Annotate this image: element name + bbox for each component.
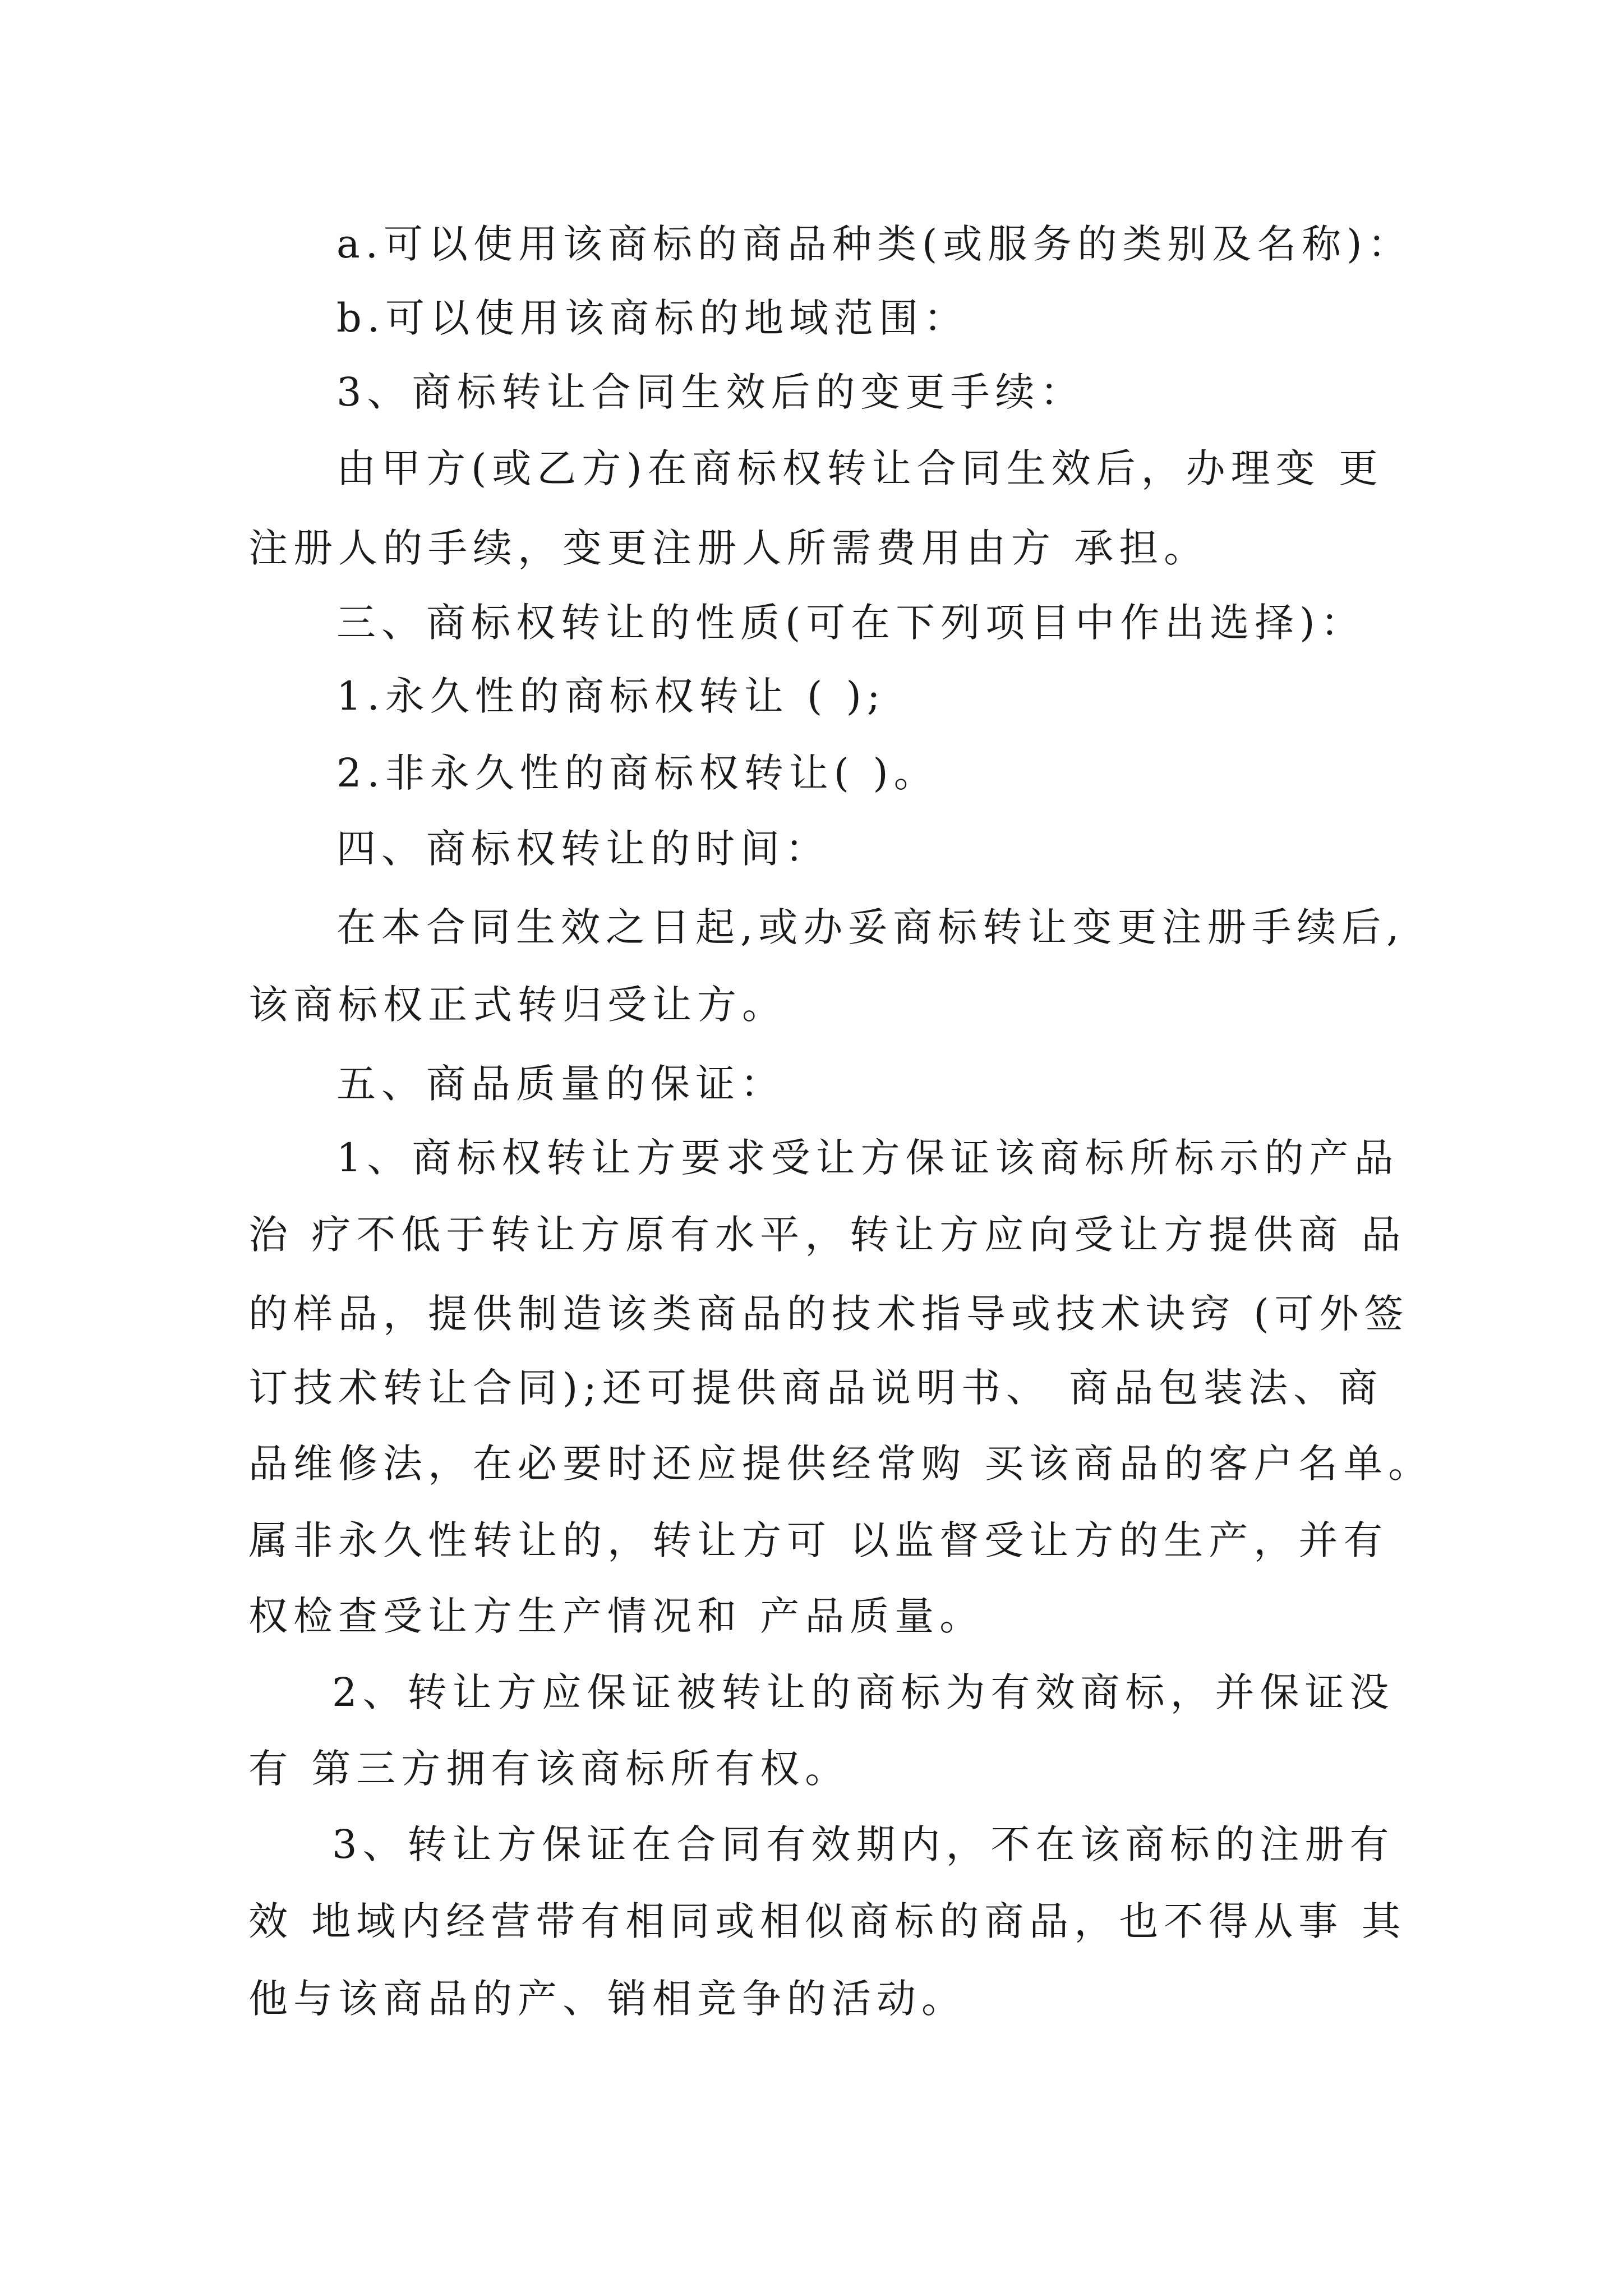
text-line-10: 在本合同生效之日起,或办妥商标转让变更注册手续后, [336, 904, 1405, 950]
text-line-13: 1、商标权转让方要求受让方保证该商标所标示的产品 [336, 1135, 1399, 1181]
text-line-23: 效 地域内经营带有相同或相似商标的商品，也不得从事 其 [248, 1898, 1407, 1944]
text-line-19: 权检查受让方生产情况和 产品质量。 [248, 1593, 985, 1639]
text-line-2: b.可以使用该商标的地域范围： [336, 295, 969, 341]
text-line-5: 注册人的手续，变更注册人所需费用由方 承担。 [248, 525, 1209, 571]
text-line-6: 三、商标权转让的性质(可在下列项目中作出选择)： [336, 600, 1366, 646]
text-line-15: 的样品，提供制造该类商品的技术指导或技术诀窍 (可外签 [248, 1291, 1409, 1337]
text-line-4: 由甲方(或乙方)在商标权转让合同生效后，办理变 更 [336, 445, 1384, 491]
text-line-18: 属非永久性转让的，转让方可 以监督受让方的生产，并有 [248, 1517, 1389, 1563]
text-line-14: 治 疗不低于转让方原有水平，转让方应向受让方提供商 品 [248, 1212, 1407, 1258]
text-line-11: 该商标权正式转归受让方。 [248, 982, 787, 1028]
text-line-8: 2.非永久性的商标权转让( )。 [336, 750, 939, 796]
text-line-1: a.可以使用该商标的商品种类(或服务的类别及名称)： [336, 221, 1413, 267]
text-line-21: 有 第三方拥有该商标所有权。 [248, 1746, 850, 1792]
text-line-7: 1.永久性的商标权转让 ( ); [336, 673, 886, 719]
text-line-24: 他与该商品的产、销相竞争的活动。 [248, 1976, 966, 2022]
text-line-3: 3、商标转让合同生效后的变更手续： [336, 369, 1085, 415]
text-line-17: 品维修法，在必要时还应提供经常购 买该商品的客户名单。 [248, 1441, 1433, 1487]
text-line-16: 订技术转让合同);还可提供商品说明书、 商品包装法、商 [248, 1365, 1384, 1411]
text-line-22: 3、转让方保证在合同有效期内，不在该商标的注册有 [332, 1821, 1395, 1867]
text-line-12: 五、商品质量的保证： [336, 1061, 785, 1107]
text-line-9: 四、商标权转让的时间： [336, 826, 830, 872]
text-line-20: 2、转让方应保证被转让的商标为有效商标，并保证没 [332, 1669, 1395, 1715]
